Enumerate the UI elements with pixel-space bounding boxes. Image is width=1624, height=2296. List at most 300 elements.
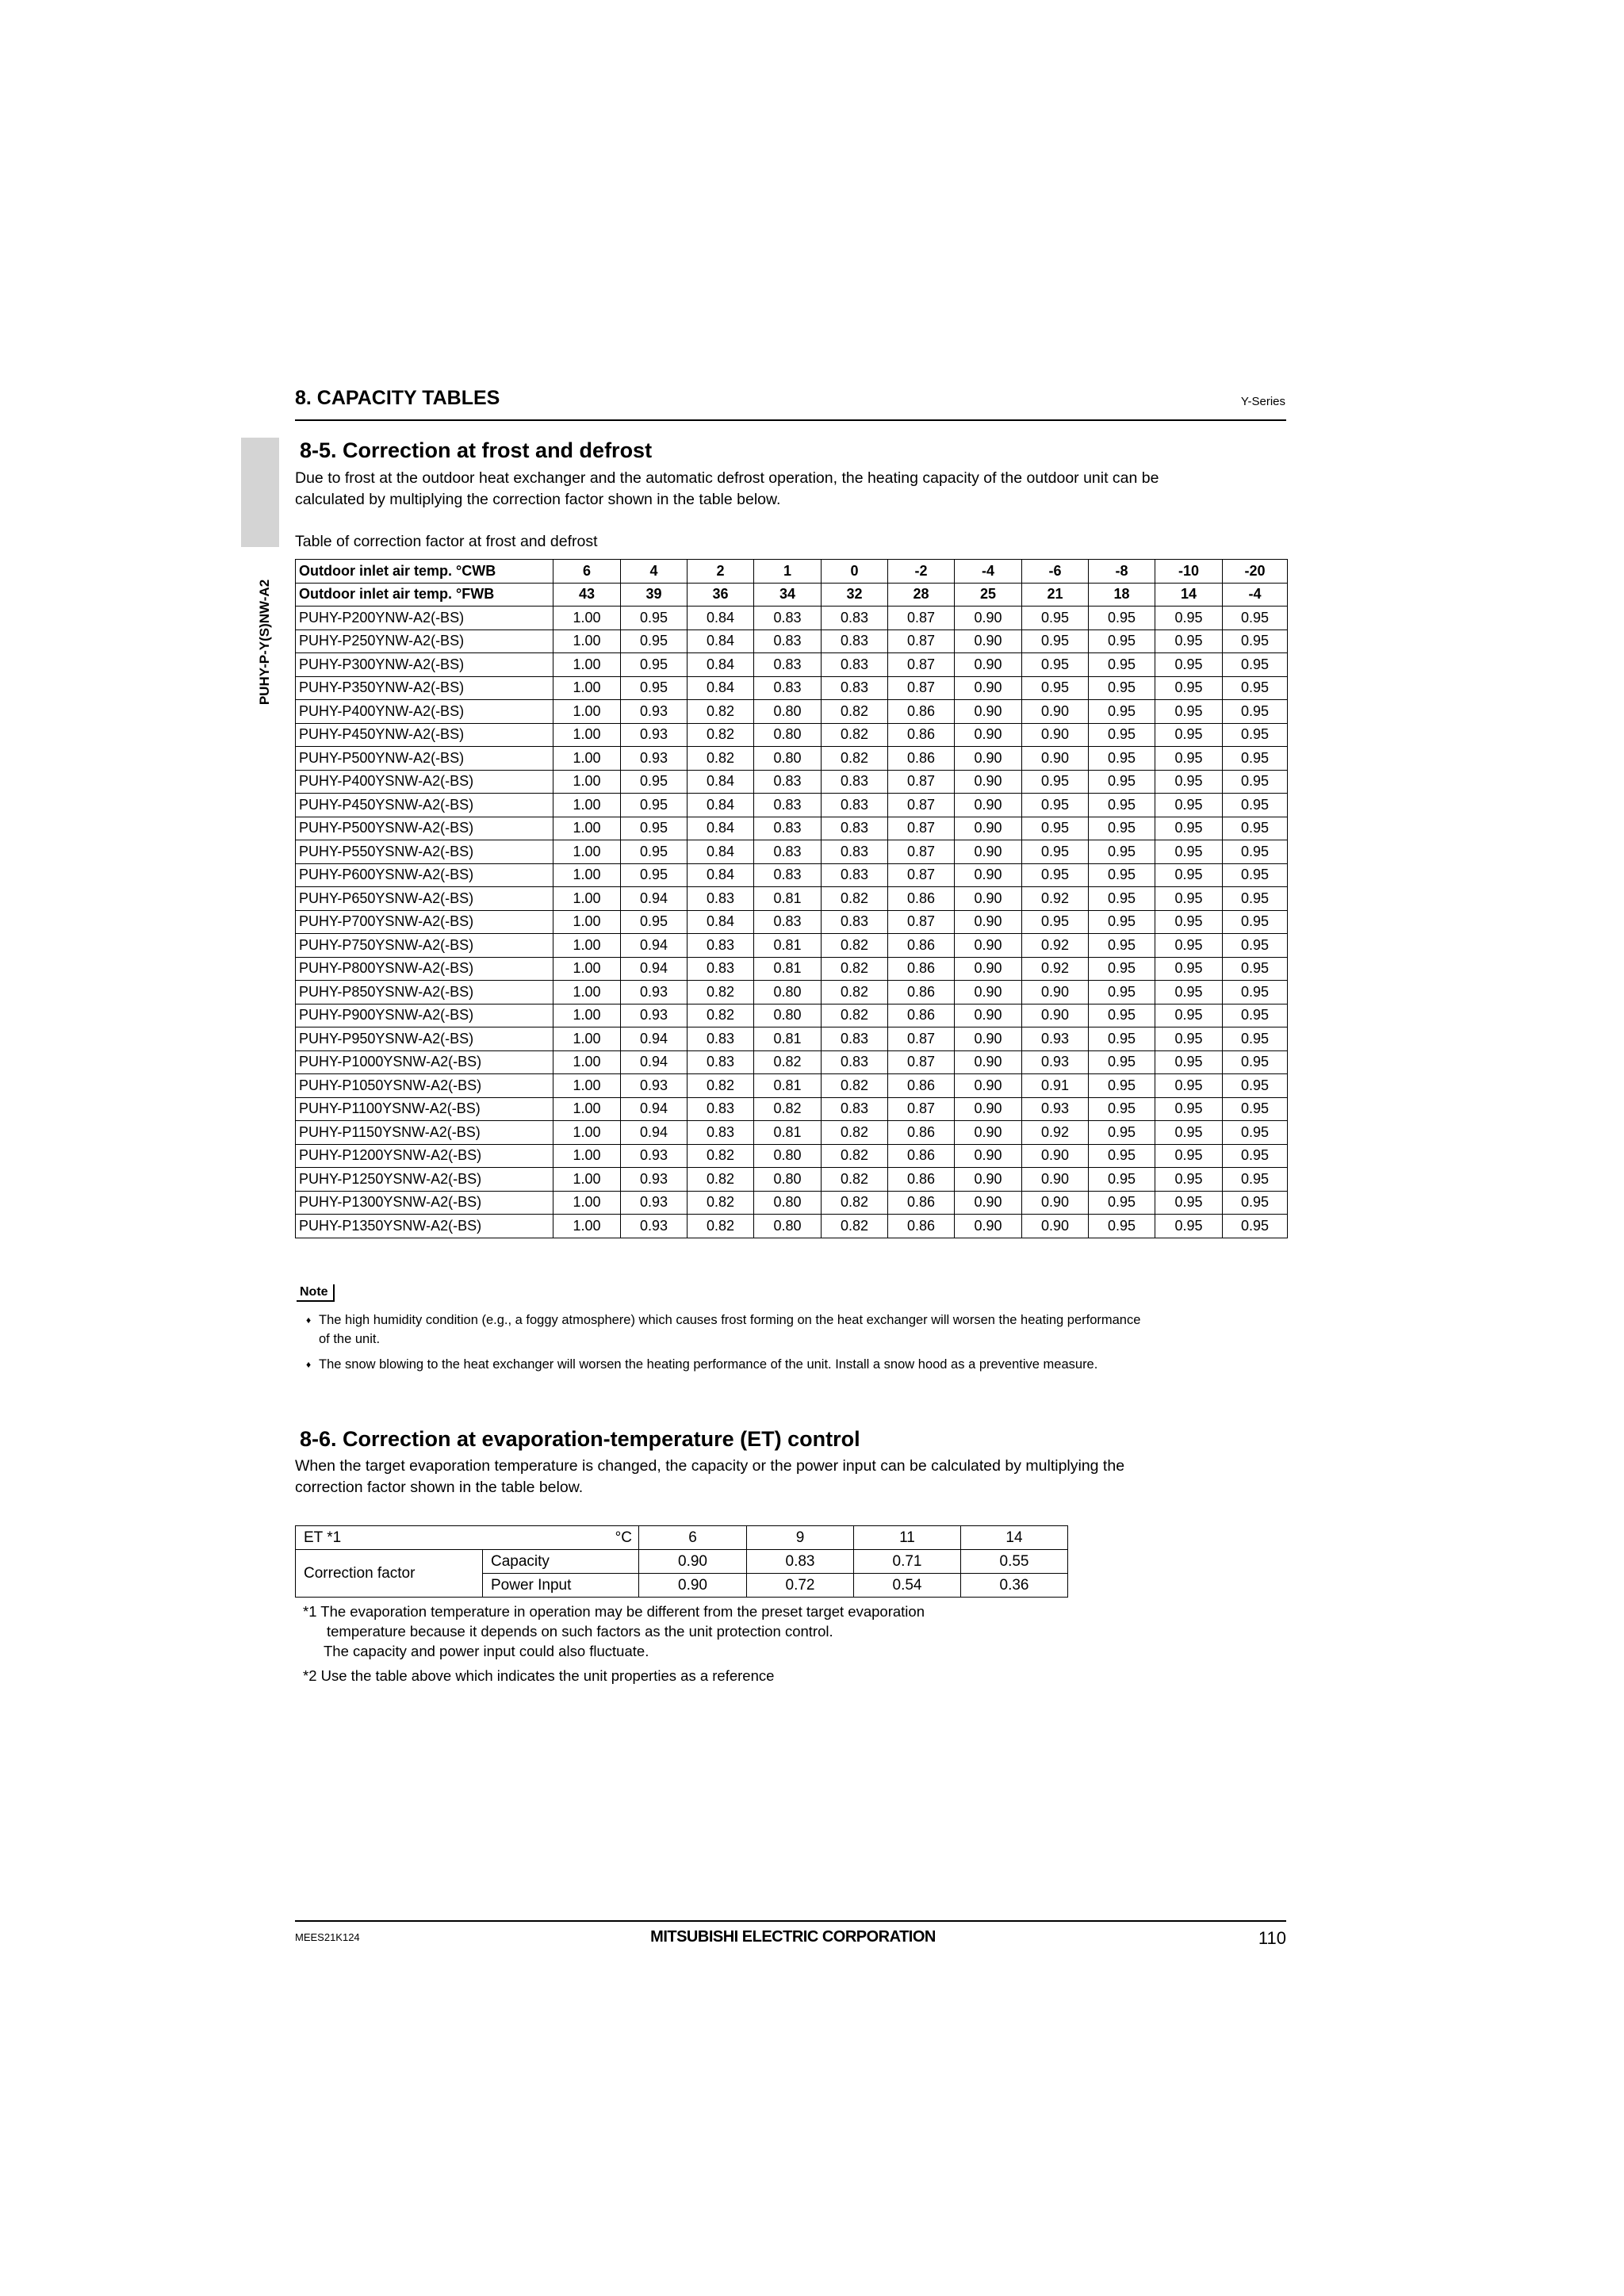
correction-factor-cell: 0.95 xyxy=(1155,910,1223,934)
correction-factor-cell: 0.90 xyxy=(955,1215,1022,1238)
model-name-cell: PUHY-P1000YSNW-A2(-BS) xyxy=(296,1050,553,1074)
correction-factor-cell: 0.95 xyxy=(1022,817,1089,840)
correction-factor-cell: 1.00 xyxy=(553,1004,621,1027)
correction-factor-cell: 0.95 xyxy=(1089,887,1155,911)
correction-factor-cell: 1.00 xyxy=(553,981,621,1004)
correction-factor-cell: 0.83 xyxy=(822,653,888,677)
correction-factor-cell: 0.95 xyxy=(1155,1168,1223,1192)
correction-factor-cell: 0.95 xyxy=(1089,957,1155,981)
correction-factor-cell: 0.90 xyxy=(955,1191,1022,1215)
correction-factor-cell: 1.00 xyxy=(553,1168,621,1192)
header-label-cell: Outdoor inlet air temp. °CWB xyxy=(296,560,553,584)
side-tab-label: PUHY-P-Y(S)NW-A2 xyxy=(257,579,272,706)
correction-factor-cell: 0.80 xyxy=(754,723,822,747)
capacity-label: Capacity xyxy=(483,1550,639,1574)
note-item-1 xyxy=(306,1311,1141,1349)
correction-factor-cell: 0.83 xyxy=(822,794,888,817)
section-8-6-title: 8-6. Correction at evaporation-temperature (ET) control xyxy=(300,1427,860,1451)
correction-factor-cell: 0.95 xyxy=(1089,840,1155,864)
correction-factor-cell: 0.83 xyxy=(688,934,754,958)
correction-factor-cell: 0.95 xyxy=(1223,957,1288,981)
correction-factor-cell: 0.95 xyxy=(1089,1027,1155,1051)
table-row xyxy=(296,981,1288,1004)
correction-factor-cell: 1.00 xyxy=(553,1074,621,1098)
correction-factor-cell: 0.84 xyxy=(688,653,754,677)
correction-factor-cell: 0.95 xyxy=(1022,653,1089,677)
model-name-cell: PUHY-P650YSNW-A2(-BS) xyxy=(296,887,553,911)
correction-factor-cell: 0.95 xyxy=(1155,817,1223,840)
temperature-cell: 28 xyxy=(888,583,955,607)
correction-factor-cell: 0.80 xyxy=(754,700,822,724)
correction-factor-cell: 0.83 xyxy=(822,1097,888,1121)
correction-factor-cell: 0.95 xyxy=(1089,863,1155,887)
correction-factor-cell: 0.86 xyxy=(888,723,955,747)
correction-factor-cell: 0.95 xyxy=(1089,794,1155,817)
correction-factor-cell: 0.95 xyxy=(1089,1074,1155,1098)
correction-factor-cell: 0.95 xyxy=(1022,794,1089,817)
correction-factor-cell: 0.83 xyxy=(822,840,888,864)
correction-factor-cell: 0.84 xyxy=(688,794,754,817)
correction-factor-cell: 0.95 xyxy=(1089,910,1155,934)
table-row xyxy=(296,1168,1288,1192)
correction-factor-cell: 0.95 xyxy=(1155,1004,1223,1027)
model-name-cell: PUHY-P1200YSNW-A2(-BS) xyxy=(296,1144,553,1168)
correction-factor-cell: 0.84 xyxy=(688,607,754,630)
correction-factor-cell: 1.00 xyxy=(553,863,621,887)
correction-factor-cell: 0.82 xyxy=(688,747,754,771)
model-name-cell: PUHY-P800YSNW-A2(-BS) xyxy=(296,957,553,981)
correction-factor-cell: 0.83 xyxy=(822,910,888,934)
correction-factor-cell: 0.90 xyxy=(955,1097,1022,1121)
correction-factor-cell: 0.82 xyxy=(822,700,888,724)
temperature-cell: 25 xyxy=(955,583,1022,607)
model-name-cell: PUHY-P500YNW-A2(-BS) xyxy=(296,747,553,771)
correction-factor-cell: 0.94 xyxy=(621,1097,688,1121)
correction-factor-cell: 0.87 xyxy=(888,629,955,653)
correction-factor-cell: 0.81 xyxy=(754,1074,822,1098)
correction-factor-cell: 0.95 xyxy=(1223,887,1288,911)
table-row xyxy=(296,910,1288,934)
correction-factor-cell: 0.95 xyxy=(1223,1050,1288,1074)
correction-factor-cell: 0.86 xyxy=(888,981,955,1004)
correction-factor-cell: 0.84 xyxy=(688,629,754,653)
correction-factor-cell: 0.95 xyxy=(1155,653,1223,677)
correction-factor-cell: 0.92 xyxy=(1022,934,1089,958)
et-unit: °C xyxy=(615,1529,632,1546)
power-input-value: 0.54 xyxy=(854,1574,961,1598)
et-label: ET *1 xyxy=(304,1529,342,1546)
correction-factor-cell: 0.86 xyxy=(888,1121,955,1145)
capacity-value: 0.90 xyxy=(639,1550,747,1574)
correction-factor-cell: 0.95 xyxy=(1155,1097,1223,1121)
correction-factor-cell: 0.95 xyxy=(1089,700,1155,724)
correction-factor-cell: 1.00 xyxy=(553,607,621,630)
correction-factor-cell: 1.00 xyxy=(553,957,621,981)
correction-factor-cell: 0.95 xyxy=(1155,1191,1223,1215)
correction-factor-cell: 0.95 xyxy=(1089,629,1155,653)
correction-factor-cell: 0.83 xyxy=(822,629,888,653)
correction-factor-cell: 0.95 xyxy=(1022,607,1089,630)
correction-factor-cell: 0.94 xyxy=(621,1121,688,1145)
table-row xyxy=(296,1121,1288,1145)
table-row xyxy=(296,723,1288,747)
correction-factor-cell: 0.92 xyxy=(1022,1121,1089,1145)
correction-factor-cell: 0.80 xyxy=(754,747,822,771)
table-row xyxy=(296,840,1288,864)
correction-factor-cell: 0.95 xyxy=(1155,700,1223,724)
correction-factor-cell: 0.83 xyxy=(822,1027,888,1051)
correction-factor-cell: 0.95 xyxy=(1155,723,1223,747)
correction-factor-cell: 0.95 xyxy=(1223,1097,1288,1121)
section-8-6-intro-line2: correction factor shown in the table below. xyxy=(295,1479,584,1496)
correction-factor-cell: 0.83 xyxy=(754,770,822,794)
correction-factor-cell: 0.95 xyxy=(1155,607,1223,630)
correction-factor-cell: 0.82 xyxy=(754,1097,822,1121)
correction-factor-cell: 0.80 xyxy=(754,1191,822,1215)
correction-factor-cell: 0.82 xyxy=(822,1215,888,1238)
correction-factor-cell: 0.90 xyxy=(955,1168,1022,1192)
table-row xyxy=(296,607,1288,630)
correction-factor-cell: 0.94 xyxy=(621,957,688,981)
correction-factor-cell: 0.93 xyxy=(621,981,688,1004)
temperature-cell: -10 xyxy=(1155,560,1223,584)
capacity-value: 0.83 xyxy=(747,1550,854,1574)
correction-factor-cell: 0.93 xyxy=(621,1004,688,1027)
correction-factor-cell: 0.90 xyxy=(955,1144,1022,1168)
correction-factor-cell: 0.87 xyxy=(888,863,955,887)
correction-factor-cell: 0.90 xyxy=(955,863,1022,887)
correction-factor-cell: 0.95 xyxy=(1089,770,1155,794)
correction-factor-cell: 0.87 xyxy=(888,910,955,934)
correction-factor-cell: 0.82 xyxy=(822,747,888,771)
correction-factor-cell: 0.93 xyxy=(621,1191,688,1215)
correction-factor-cell: 0.83 xyxy=(754,629,822,653)
header-label-cell: Outdoor inlet air temp. °FWB xyxy=(296,583,553,607)
table-row xyxy=(296,794,1288,817)
correction-factor-cell: 1.00 xyxy=(553,723,621,747)
correction-factor-cell: 0.95 xyxy=(1155,981,1223,1004)
correction-factor-cell: 0.90 xyxy=(1022,1144,1089,1168)
correction-factor-cell: 0.95 xyxy=(1022,863,1089,887)
correction-factor-cell: 1.00 xyxy=(553,1215,621,1238)
correction-factor-cell: 0.95 xyxy=(1223,817,1288,840)
model-name-cell: PUHY-P400YSNW-A2(-BS) xyxy=(296,770,553,794)
model-name-cell: PUHY-P850YSNW-A2(-BS) xyxy=(296,981,553,1004)
temperature-cell: 18 xyxy=(1089,583,1155,607)
correction-factor-cell: 0.92 xyxy=(1022,957,1089,981)
correction-factor-cell: 0.90 xyxy=(955,607,1022,630)
correction-factor-cell: 0.95 xyxy=(1223,794,1288,817)
table-row xyxy=(296,747,1288,771)
correction-factor-cell: 0.82 xyxy=(688,1168,754,1192)
diamond-bullet-icon: ♦ xyxy=(306,1359,312,1370)
correction-factor-cell: 0.90 xyxy=(955,1074,1022,1098)
temperature-cell: 39 xyxy=(621,583,688,607)
correction-factor-cell: 0.90 xyxy=(955,629,1022,653)
correction-factor-cell: 0.86 xyxy=(888,1168,955,1192)
correction-factor-cell: 0.82 xyxy=(688,700,754,724)
correction-factor-cell: 0.94 xyxy=(621,934,688,958)
correction-factor-cell: 0.93 xyxy=(621,1168,688,1192)
correction-factor-cell: 0.82 xyxy=(688,1191,754,1215)
correction-factor-cell: 0.93 xyxy=(1022,1050,1089,1074)
correction-factor-cell: 0.95 xyxy=(1223,700,1288,724)
correction-factor-cell: 0.93 xyxy=(621,1074,688,1098)
correction-factor-cell: 0.87 xyxy=(888,1027,955,1051)
table-row xyxy=(296,629,1288,653)
correction-factor-cell: 0.90 xyxy=(955,676,1022,700)
correction-factor-cell: 0.95 xyxy=(1155,1121,1223,1145)
capacity-value: 0.71 xyxy=(854,1550,961,1574)
correction-factor-cell: 0.93 xyxy=(1022,1097,1089,1121)
correction-factor-cell: 0.82 xyxy=(688,1074,754,1098)
temperature-cell: 34 xyxy=(754,583,822,607)
correction-factor-cell: 0.93 xyxy=(621,1144,688,1168)
correction-factor-cell: 0.95 xyxy=(1155,863,1223,887)
correction-factor-cell: 0.83 xyxy=(754,653,822,677)
table-row xyxy=(296,957,1288,981)
correction-factor-cell: 0.95 xyxy=(1223,676,1288,700)
correction-factor-cell: 0.84 xyxy=(688,840,754,864)
correction-factor-cell: 0.95 xyxy=(1155,747,1223,771)
correction-factor-cell: 0.95 xyxy=(1089,1050,1155,1074)
correction-factor-cell: 0.82 xyxy=(822,934,888,958)
correction-factor-cell: 0.95 xyxy=(1155,770,1223,794)
correction-factor-cell: 0.81 xyxy=(754,957,822,981)
correction-factor-cell: 0.83 xyxy=(688,1050,754,1074)
correction-factor-cell: 0.95 xyxy=(1223,723,1288,747)
correction-factor-cell: 0.95 xyxy=(1022,629,1089,653)
correction-factor-cell: 0.95 xyxy=(1155,1027,1223,1051)
correction-factor-cell: 0.95 xyxy=(1089,1215,1155,1238)
capacity-value: 0.55 xyxy=(961,1550,1068,1574)
correction-factor-cell: 0.90 xyxy=(955,1050,1022,1074)
correction-factor-cell: 0.86 xyxy=(888,1215,955,1238)
model-name-cell: PUHY-P900YSNW-A2(-BS) xyxy=(296,1004,553,1027)
correction-factor-cell: 0.82 xyxy=(688,723,754,747)
et-label-cell xyxy=(296,1526,639,1550)
side-tab xyxy=(241,563,289,721)
correction-factor-cell: 0.80 xyxy=(754,1168,822,1192)
correction-factor-cell: 0.80 xyxy=(754,1004,822,1027)
model-name-cell: PUHY-P1150YSNW-A2(-BS) xyxy=(296,1121,553,1145)
model-name-cell: PUHY-P600YSNW-A2(-BS) xyxy=(296,863,553,887)
correction-factor-cell: 0.95 xyxy=(1223,770,1288,794)
correction-factor-cell: 0.80 xyxy=(754,1215,822,1238)
correction-factor-cell: 0.93 xyxy=(621,747,688,771)
correction-factor-cell: 0.90 xyxy=(955,1004,1022,1027)
correction-factor-cell: 0.90 xyxy=(955,1121,1022,1145)
correction-factor-cell: 0.95 xyxy=(1155,629,1223,653)
correction-factor-cell: 0.92 xyxy=(1022,887,1089,911)
correction-factor-cell: 0.95 xyxy=(621,910,688,934)
correction-factor-cell: 0.95 xyxy=(1223,747,1288,771)
temperature-cell: -2 xyxy=(888,560,955,584)
correction-factor-cell: 0.90 xyxy=(955,1027,1022,1051)
correction-factor-cell: 0.82 xyxy=(754,1050,822,1074)
correction-factor-cell: 0.95 xyxy=(621,863,688,887)
correction-factor-cell: 0.95 xyxy=(1022,840,1089,864)
correction-factor-cell: 0.95 xyxy=(1155,887,1223,911)
correction-factor-cell: 0.84 xyxy=(688,910,754,934)
correction-factor-cell: 0.93 xyxy=(1022,1027,1089,1051)
correction-factor-cell: 0.95 xyxy=(621,817,688,840)
table-row xyxy=(296,817,1288,840)
temperature-cell: 14 xyxy=(1155,583,1223,607)
table-row xyxy=(296,1004,1288,1027)
correction-factor-cell: 0.83 xyxy=(754,607,822,630)
correction-factor-cell: 0.95 xyxy=(1089,1097,1155,1121)
correction-factor-cell: 0.95 xyxy=(1089,1004,1155,1027)
power-input-value: 0.90 xyxy=(639,1574,747,1598)
correction-factor-cell: 0.90 xyxy=(955,817,1022,840)
correction-factor-cell: 0.95 xyxy=(1089,607,1155,630)
correction-factor-cell: 0.93 xyxy=(621,1215,688,1238)
table-row xyxy=(296,1215,1288,1238)
correction-factor-cell: 1.00 xyxy=(553,653,621,677)
model-name-cell: PUHY-P1350YSNW-A2(-BS) xyxy=(296,1215,553,1238)
correction-factor-cell: 0.83 xyxy=(688,1121,754,1145)
temperature-cell: 1 xyxy=(754,560,822,584)
correction-factor-cell: 0.95 xyxy=(1223,1004,1288,1027)
correction-factor-cell: 0.90 xyxy=(1022,981,1089,1004)
note-label: Note xyxy=(297,1284,335,1302)
correction-factor-cell: 0.95 xyxy=(1223,1191,1288,1215)
model-name-cell: PUHY-P1300YSNW-A2(-BS) xyxy=(296,1191,553,1215)
correction-factor-cell: 0.95 xyxy=(1223,653,1288,677)
correction-factor-cell: 0.90 xyxy=(955,957,1022,981)
correction-factor-cell: 1.00 xyxy=(553,817,621,840)
table-row xyxy=(296,700,1288,724)
correction-factor-cell: 0.82 xyxy=(822,1074,888,1098)
correction-factor-cell: 0.90 xyxy=(955,981,1022,1004)
series-label: Y-Series xyxy=(1240,395,1285,408)
correction-factor-cell: 0.82 xyxy=(822,1004,888,1027)
correction-factor-cell: 0.90 xyxy=(1022,1168,1089,1192)
correction-factor-cell: 0.82 xyxy=(688,981,754,1004)
correction-factor-cell: 0.95 xyxy=(1155,1144,1223,1168)
correction-factor-cell: 0.95 xyxy=(1089,653,1155,677)
correction-factor-cell: 0.95 xyxy=(621,794,688,817)
model-name-cell: PUHY-P500YSNW-A2(-BS) xyxy=(296,817,553,840)
section-8-6-intro-line1: When the target evaporation temperature is changed, the capacity or the power input can be calculated by multiplying the xyxy=(295,1457,1125,1475)
model-name-cell: PUHY-P1250YSNW-A2(-BS) xyxy=(296,1168,553,1192)
correction-factor-cell: 1.00 xyxy=(553,887,621,911)
model-name-cell: PUHY-P450YSNW-A2(-BS) xyxy=(296,794,553,817)
correction-factor-cell: 0.86 xyxy=(888,957,955,981)
correction-factor-cell: 0.82 xyxy=(688,1215,754,1238)
section-8-5-title: 8-5. Correction at frost and defrost xyxy=(300,438,653,462)
correction-factor-cell: 0.95 xyxy=(1089,1168,1155,1192)
correction-factor-cell: 0.95 xyxy=(1089,817,1155,840)
correction-factor-cell: 0.81 xyxy=(754,887,822,911)
side-tab-marker xyxy=(241,438,279,547)
correction-factor-cell: 0.95 xyxy=(1155,1050,1223,1074)
correction-factor-cell: 0.90 xyxy=(1022,1215,1089,1238)
correction-factor-cell: 0.95 xyxy=(1089,747,1155,771)
power-input-value: 0.72 xyxy=(747,1574,854,1598)
correction-factor-cell: 1.00 xyxy=(553,1027,621,1051)
correction-factor-cell: 0.87 xyxy=(888,676,955,700)
correction-factor-cell: 0.95 xyxy=(1223,1074,1288,1098)
correction-factor-cell: 0.95 xyxy=(621,629,688,653)
table-row xyxy=(296,1144,1288,1168)
temperature-cell: -4 xyxy=(1223,583,1288,607)
correction-factor-cell: 0.83 xyxy=(754,840,822,864)
correction-factor-cell: 0.87 xyxy=(888,794,955,817)
frost-table-caption: Table of correction factor at frost and defrost xyxy=(295,533,598,550)
model-name-cell: PUHY-P450YNW-A2(-BS) xyxy=(296,723,553,747)
footnote-1-line3: The capacity and power input could also fluctuate. xyxy=(324,1643,649,1659)
correction-factor-cell: 1.00 xyxy=(553,770,621,794)
correction-factor-cell: 0.83 xyxy=(822,1050,888,1074)
correction-factor-cell: 0.83 xyxy=(754,863,822,887)
correction-factor-cell: 0.95 xyxy=(1022,910,1089,934)
table-row xyxy=(296,1097,1288,1121)
footer-divider xyxy=(295,1920,1286,1922)
correction-factor-cell: 0.95 xyxy=(1022,770,1089,794)
correction-factor-cell: 0.81 xyxy=(754,934,822,958)
footnote-2: *2 Use the table above which indicates the unit properties as a reference xyxy=(303,1667,775,1684)
correction-factor-cell: 0.87 xyxy=(888,607,955,630)
correction-factor-cell: 0.83 xyxy=(754,676,822,700)
correction-factor-cell: 0.87 xyxy=(888,1097,955,1121)
correction-factor-cell: 0.84 xyxy=(688,676,754,700)
power-input-label: Power Input xyxy=(483,1574,639,1598)
note-1-line2: of the unit. xyxy=(319,1332,381,1346)
correction-factor-cell: 0.95 xyxy=(1223,607,1288,630)
page-number: 110 xyxy=(1258,1928,1286,1948)
correction-factor-cell: 0.95 xyxy=(1089,1144,1155,1168)
correction-factor-cell: 0.86 xyxy=(888,1074,955,1098)
correction-factor-cell: 0.83 xyxy=(822,607,888,630)
temperature-cell: 0 xyxy=(822,560,888,584)
correction-factor-cell: 0.86 xyxy=(888,1144,955,1168)
temperature-cell: 21 xyxy=(1022,583,1089,607)
model-name-cell: PUHY-P250YNW-A2(-BS) xyxy=(296,629,553,653)
correction-factor-cell: 1.00 xyxy=(553,700,621,724)
correction-factor-cell: 0.83 xyxy=(822,770,888,794)
correction-factor-cell: 0.83 xyxy=(822,817,888,840)
correction-factor-cell: 0.95 xyxy=(1089,981,1155,1004)
et-temp: 11 xyxy=(854,1526,961,1550)
correction-factor-cell: 0.95 xyxy=(1089,1121,1155,1145)
correction-factor-cell: 0.80 xyxy=(754,981,822,1004)
correction-factor-cell: 1.00 xyxy=(553,1144,621,1168)
table-row xyxy=(296,934,1288,958)
correction-factor-cell: 0.87 xyxy=(888,840,955,864)
frost-correction-table xyxy=(295,559,1288,1238)
correction-factor-cell: 0.80 xyxy=(754,1144,822,1168)
model-name-cell: PUHY-P400YNW-A2(-BS) xyxy=(296,700,553,724)
correction-factor-cell: 0.95 xyxy=(1089,723,1155,747)
correction-factor-cell: 0.84 xyxy=(688,863,754,887)
table-row xyxy=(296,676,1288,700)
correction-factor-cell: 1.00 xyxy=(553,1050,621,1074)
correction-factor-cell: 1.00 xyxy=(553,840,621,864)
table-row xyxy=(296,1050,1288,1074)
correction-factor-cell: 0.83 xyxy=(688,1027,754,1051)
model-name-cell: PUHY-P300YNW-A2(-BS) xyxy=(296,653,553,677)
footnote-1-line2: temperature because it depends on such factors as the unit protection control. xyxy=(327,1623,833,1640)
et-temp: 6 xyxy=(639,1526,747,1550)
model-name-cell: PUHY-P200YNW-A2(-BS) xyxy=(296,607,553,630)
correction-factor-cell: 0.94 xyxy=(621,887,688,911)
correction-factor-cell: 0.95 xyxy=(1155,1215,1223,1238)
correction-factor-cell: 0.90 xyxy=(1022,700,1089,724)
correction-factor-cell: 0.94 xyxy=(621,1027,688,1051)
correction-factor-cell: 0.83 xyxy=(688,957,754,981)
